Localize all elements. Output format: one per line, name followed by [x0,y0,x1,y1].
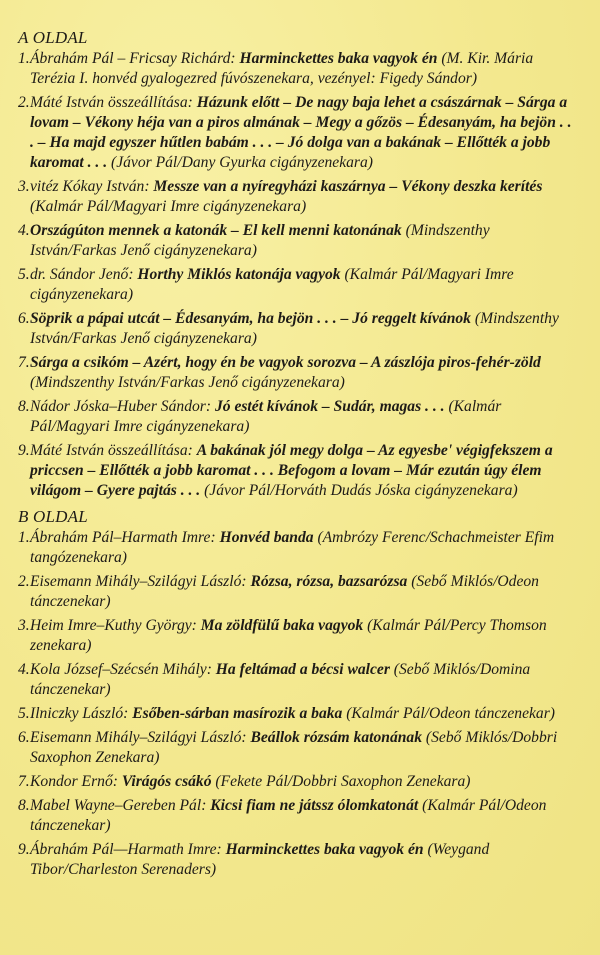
track-credit: Ábrahám Pál—Harmath Imre: [30,841,226,858]
track-title: Messze van a nyíregyházi kaszárnya – Vékony deszka kerítés [153,178,543,195]
track-number: 3. [18,617,30,634]
track-text [30,221,582,261]
track-number: 4. [18,661,30,678]
track-perf: (Sebő Miklós/Domina tánczenekar) [30,661,531,698]
track-item [18,309,582,349]
track-title: Virágós csákó [121,773,212,790]
track-number: 9. [18,841,30,858]
track-item [18,660,582,700]
track-credit: Kola József–Szécsén Mihály: [30,661,216,678]
track-item [18,528,582,568]
track-text [30,93,582,173]
track-perf: (Fekete Pál/Dobbri Saxophon Zenekara) [211,773,471,790]
track-perf: (Weygand Tibor/Charleston Serenaders) [30,841,490,878]
track-number: 7. [18,354,30,371]
track-text [30,309,582,349]
track-title: Harminckettes baka vagyok én [239,50,438,67]
track-title: Horthy Miklós katonája vagyok [137,266,341,283]
track-credit: vitéz Kókay István: [30,178,154,195]
track-perf: (Mindszenthy István/Farkas Jenő cigányzenekara) [30,222,490,259]
track-title: Jó estét kívánok – Sudár, magas . . . [214,398,445,415]
track-text [30,353,582,393]
track-title: Söprik a pápai utcát – Édesanyám, ha bejön . . . – Jó reggelt kívánok [30,310,471,327]
track-item [18,840,582,880]
track-item [18,796,582,836]
track-number: 2. [18,94,30,111]
track-perf: (Sebő Miklós/Dobbri Saxophon Zenekara) [30,729,558,766]
track-title: Beállok rózsám katonának [250,729,423,746]
track-text [30,840,582,880]
track-credit: Eisemann Mihály–Szilágyi László: [30,573,251,590]
track-title: A bakának jól megy dolga – Az egyesbe' végigfekszem a priccsen – Ellőtték a jobb karomat . . . Befogom a lovam – Már ezután úgy élem világom – Gyere pajtás . . . [30,442,553,499]
track-perf: (Kalmár Pál/Percy Thomson zenekara) [30,617,547,654]
track-perf: (Jávor Pál/Horváth Dudás Jóska cigányzenekara) [200,482,518,499]
track-text [30,441,582,501]
track-perf: (Kalmár Pál/Odeon tánczenekar) [30,797,547,834]
track-title: Ha feltámad a bécsi walcer [215,661,390,678]
track-item [18,221,582,261]
track-credit: Eisemann Mihály–Szilágyi László: [30,729,251,746]
track-item [18,397,582,437]
track-text [30,796,582,836]
track-number: 4. [18,222,30,239]
track-title: Harminckettes baka vagyok én [225,841,424,858]
track-title: Esőben-sárban masírozik a baka [132,705,343,722]
side-b-tracklist [18,528,582,880]
track-credit: Máté István összeállítása: [30,442,197,459]
track-perf: (Ambrózy Ferenc/Schachmeister Efim tangózenekara) [30,529,555,566]
track-item [18,572,582,612]
track-text [30,49,582,89]
track-item [18,704,582,724]
track-item [18,728,582,768]
track-credit: Máté István összeállítása: [30,94,197,111]
track-item [18,772,582,792]
track-item [18,49,582,89]
track-number: 9. [18,442,30,459]
track-title: Házunk előtt – De nagy baja lehet a császárnak – Sárga a lovam – Vékony héja van a piros almának – Megy a gőzös – Édesanyám, ha bejön . . . – Ha majd egyszer hűtlen babám . . . – Jó dolga van a bakának – Ellőtték a jobb karomat . . . [30,94,572,171]
track-title: Kicsi fiam ne játssz ólomkatonát [210,797,419,814]
track-number: 8. [18,797,30,814]
track-item [18,265,582,305]
track-text [30,704,582,724]
track-title: Honvéd banda [219,529,314,546]
track-number: 3. [18,178,30,195]
track-number: 1. [18,50,30,67]
track-text [30,772,582,792]
track-item [18,616,582,656]
track-perf: (M. Kir. Mária Terézia I. honvéd gyalogezred fúvószenekara, vezényel: Figedy Sándor) [30,50,534,87]
track-title: Rózsa, rózsa, bazsarózsa [250,573,408,590]
track-text [30,265,582,305]
track-text [30,528,582,568]
track-number: 7. [18,773,30,790]
track-number: 5. [18,266,30,283]
track-perf: (Mindszenthy István/Farkas Jenő cigányzenekara) [30,310,559,347]
track-perf: (Kalmár Pál/Magyari Imre cigányzenekara) [30,266,514,303]
track-perf: (Kalmár Pál/Magyari Imre cigányzenekara) [30,398,502,435]
track-number: 6. [18,310,30,327]
track-item [18,353,582,393]
track-text [30,616,582,656]
track-credit: Kondor Ernő: [30,773,122,790]
track-perf: (Mindszenthy István/Farkas Jenő cigányzenekara) [30,374,345,391]
track-text [30,572,582,612]
track-text [30,397,582,437]
side-a-tracklist [18,49,582,501]
track-credit: Nádor Jóska–Huber Sándor: [30,398,215,415]
track-perf: (Sebő Miklós/Odeon tánczenekar) [30,573,539,610]
track-text [30,660,582,700]
side-a-heading: A OLDAL [18,28,88,47]
track-perf: (Kalmár Pál/Odeon tánczenekar) [342,705,555,722]
track-credit: Ábrahám Pál–Harmath Imre: [30,529,220,546]
track-credit: dr. Sándor Jenő: [30,266,138,283]
track-item [18,177,582,217]
track-number: 8. [18,398,30,415]
track-item [18,93,582,173]
track-credit: Mabel Wayne–Gereben Pál: [30,797,211,814]
track-item [18,441,582,501]
side-b-heading: B OLDAL [18,507,88,526]
track-number: 5. [18,705,30,722]
track-credit: Heim Imre–Kuthy György: [30,617,201,634]
track-text [30,177,582,217]
track-number: 1. [18,529,30,546]
track-text [30,728,582,768]
track-number: 6. [18,729,30,746]
track-title: Sárga a csikóm – Azért, hogy én be vagyok sorozva – A zászlója piros-fehér-zöld [30,354,541,371]
track-perf: (Kalmár Pál/Magyari Imre cigányzenekara) [30,198,307,215]
track-title: Országúton mennek a katonák – El kell menni katonának [30,222,402,239]
track-perf: (Jávor Pál/Dany Gyurka cigányzenekara) [107,154,373,171]
track-credit: Ilniczky László: [30,705,133,722]
track-title: Ma zöldfülű baka vagyok [200,617,364,634]
track-credit: Ábrahám Pál – Fricsay Richárd: [30,50,240,67]
track-number: 2. [18,573,30,590]
